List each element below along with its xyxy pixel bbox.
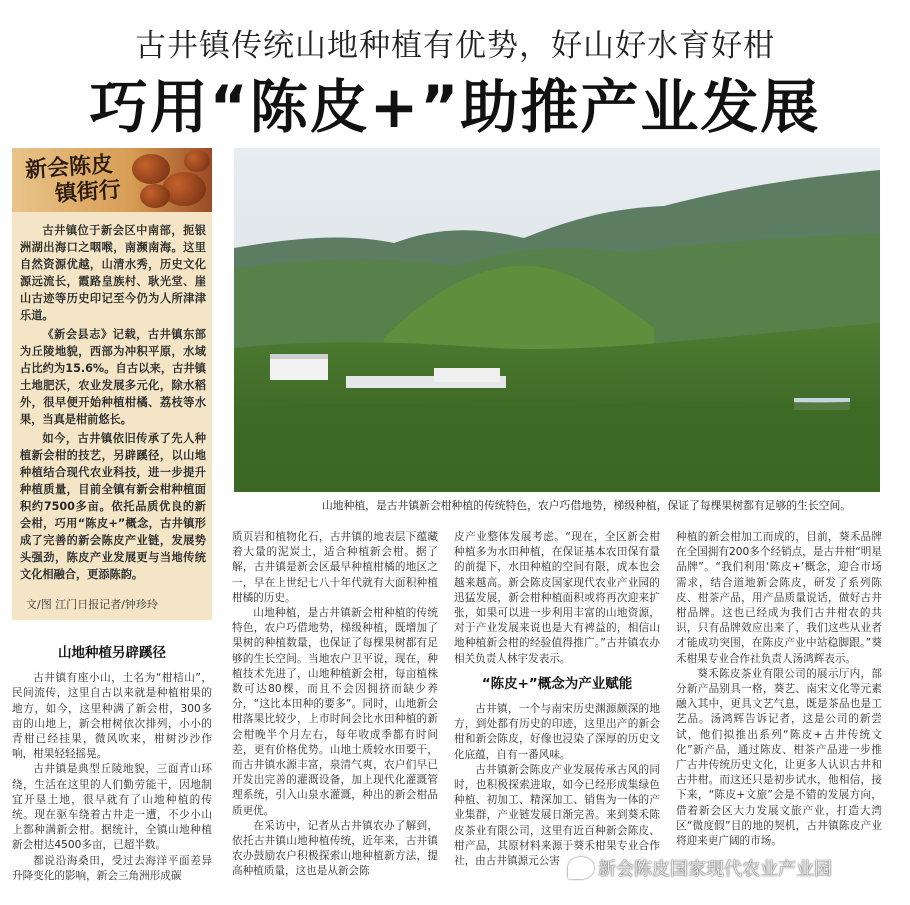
watermark xyxy=(568,853,832,883)
article-paragraph: 古井镇，一个与南宋历史渊源颇深的地方，到处都有历史的印迹，这里出产的新会柑和新会陈皮，好像也浸染了深厚的历史文化底蕴，自有一番风味。 xyxy=(454,703,660,761)
article-paragraph: 古井镇是典型丘陵地貌，三面青山环绕，生活在这里的人们勤劳能干，因地制宜开垦土地，很早就有了山地种植的传统。现在驱车绕着古井走一遭，不少小山上都种满新会柑。据统计，全镇山地种植新会柑达4500多亩，已超半数。 xyxy=(12,763,212,852)
lead-paragraph: 如今，古井镇依旧传承了先人种植新会柑的技艺，另辟蹊径，以山地种植结合现代农业科技，进一步提升种植质量，目前全镇有新会柑种植面积约7500多亩。依托品质优良的新会柑，巧用“陈皮+”概念，古井镇形成了完善的新会陈皮产业链，发展势头强劲，陈皮产业发展更与当地传统文化相融合，更添陈韵。 xyxy=(20,432,206,581)
article-column-3 xyxy=(454,530,660,898)
article-paragraph: 古井镇新会陈皮产业发展传承古风的同时，也积极探索进取，如今已经形成集绿色种植、初加工、精深加工、销售为一体的产业集群，产业链发展日渐完善。来到葵禾陈皮茶业有限公司，这里有近百种新会陈皮、柑产品，其原材料来源于葵禾柑果专业合作社，由古井镇源元公害 xyxy=(454,763,660,868)
byline: 文/图 江门日报记者/钟珍玲 xyxy=(26,598,158,611)
article-column-4 xyxy=(676,530,882,898)
logo-line-2: 镇街行 xyxy=(54,176,122,208)
column-logo xyxy=(12,148,212,212)
section-heading: 山地种植另辟蹊径 xyxy=(58,645,166,661)
logo-line-1: 新会陈皮 xyxy=(24,151,114,184)
lead-paragraph: 古井镇位于新会区中南部，扼银洲湖出海口之咽喉，南濒南海。这里自然资源优越，山清水秀，历史文化源远流长，霞路皇族村、耿光堂、崖山古迹等历史印记至今仍为人所津津乐道。 xyxy=(20,224,206,322)
article-paragraph: 皮产业整体发展考虑。“现在，全区新会柑种植多为水田种植，在保证基本农田保有量的前提下，水田种植的空间有限，成本也会越来越高。新会陈皮国家现代农业产业园的迅猛发展，新会柑种植面积或将再次迎来扩张，如果可以进一步利用丰富的山地资源，对于产业发展来说也是大有裨益的，相信山地种植新会柑的经验值得推广。”古井镇农办相关负责人林宇发表示。 xyxy=(454,531,660,665)
watermark-text: 新会陈皮国家现代农业产业园 xyxy=(598,859,832,880)
headline: 巧用“陈皮+”助推产业发展 xyxy=(89,73,821,141)
article-paragraph: 古井镇有座小山，土名为“柑桔山”，民间流传，这里自古以来就是种植柑果的地方，如今，这里种满了新会柑，300多亩的山地上，新会柑树依次排列，小小的青柑已经挂果，微风吹来，柑树沙沙作响，柑果轻轻摇晃。 xyxy=(12,672,212,761)
article-paragraph: 都说沿海桑田，受过去海洋平面差异升降变化的影响，新会三角洲形成碳 xyxy=(12,854,212,882)
lead-box xyxy=(12,148,212,620)
article-paragraph: 种植的新会柑加工而成的，目前，葵禾品牌在全国拥有200多个经销点，是古井柑“明星品牌”。“我们利用‘陈皮+’概念，迎合市场需求，结合道地新会陈皮，研发了系列陈皮、柑茶产品，用产品质量说话，做好古井柑品牌。这也已经成为我们古井柑农的共识，只有品牌效应出来了，我们这些从业者才能成功突围，在陈皮产业中站稳脚跟。”葵禾柑果专业合作社负责人汤鸿辉表示。 xyxy=(676,531,882,665)
article-paragraph: 葵禾陈皮茶业有限公司的展示厅内，部分新产品别具一格，葵艺、南宋文化等元素融入其中，更具文艺气息，既是茶品也是工艺品。汤鸿辉告诉记者，这是公司的新尝试，他们拟推出系列“陈皮+古井传统文化”新产品，通过陈皮、柑茶产品进一步推广古井传统历史文化，让更多人认识古井和古井柑。而这还只是初步试水，他相信，接下来，“陈皮+文旅”会是不错的发展方向，借着新会区大力发展文旅产业，打造大湾区“微度假”目的地的契机，古井镇陈皮产业将迎来更广阔的市场。 xyxy=(676,667,882,848)
section-heading: “陈皮+”概念为产业赋能 xyxy=(481,675,633,692)
main-photo xyxy=(234,148,880,492)
wechat-icon xyxy=(568,857,594,879)
article-paragraph: 山地种植，是古井镇新会柑种植的传统特色，农户巧借地势，梯级种植，既增加了果树的种植数量，也保证了每棵果树都有足够的生长空间。当地农户卫平说，现在，种植技术先进了，山地种植新会柑，每亩植株数可达80棵，而且不会因拥挤而缺少养分，“这比本田种的要多”。同时，山地新会柑落果比较少，上市时间会比水田种植的新会柑晚半个月左右，每年收成季都有时间差，更有价格优势。山地土质较水田要干，而古井镇水源丰富，泉清气爽，农户们早已开发出完善的灌溉设备，加上现代化灌溉管理系统，引入山泉水灌溉，种出的新会柑品质更优。 xyxy=(232,607,438,817)
article-paragraph: 在采访中，记者从古井镇农办了解到，依托古井镇山地种植传统，近年来，古井镇农办鼓励农户积极探索山地种植新方法，提高种植质量，这也是从新会陈 xyxy=(232,819,438,878)
lead-paragraph: 《新会县志》记载，古井镇东部为丘陵地貌，西部为冲积平原，水域占比约为15.6%。自古以来，古井镇土地肥沃，农业发展多元化，除水稻外，很早便开始种植柑橘、荔枝等水果，当真是柑前悠长。 xyxy=(20,328,206,426)
article-column-1 xyxy=(12,636,212,898)
article-paragraph: 质页岩和植物化石，古井镇的地表层下蕴藏着大量的泥炭土，适合种植新会柑。据了解，古井镇是新会区最早种植柑橘的地区之一，早在上世纪七八十年代就有大面积种植柑橘的历史。 xyxy=(232,531,438,604)
subtitle: 古井镇传统山地种植有优势，好山好水育好柑 xyxy=(135,28,775,64)
photo-caption: 山地种植，是古井镇新会柑种植的传统特色，农户巧借地势，梯级种植，保证了每棵果树都有足够的生长空间。 xyxy=(322,499,852,512)
article-column-2 xyxy=(232,530,438,898)
hillside-orchard-photo xyxy=(234,148,880,492)
lead-text xyxy=(20,222,206,585)
